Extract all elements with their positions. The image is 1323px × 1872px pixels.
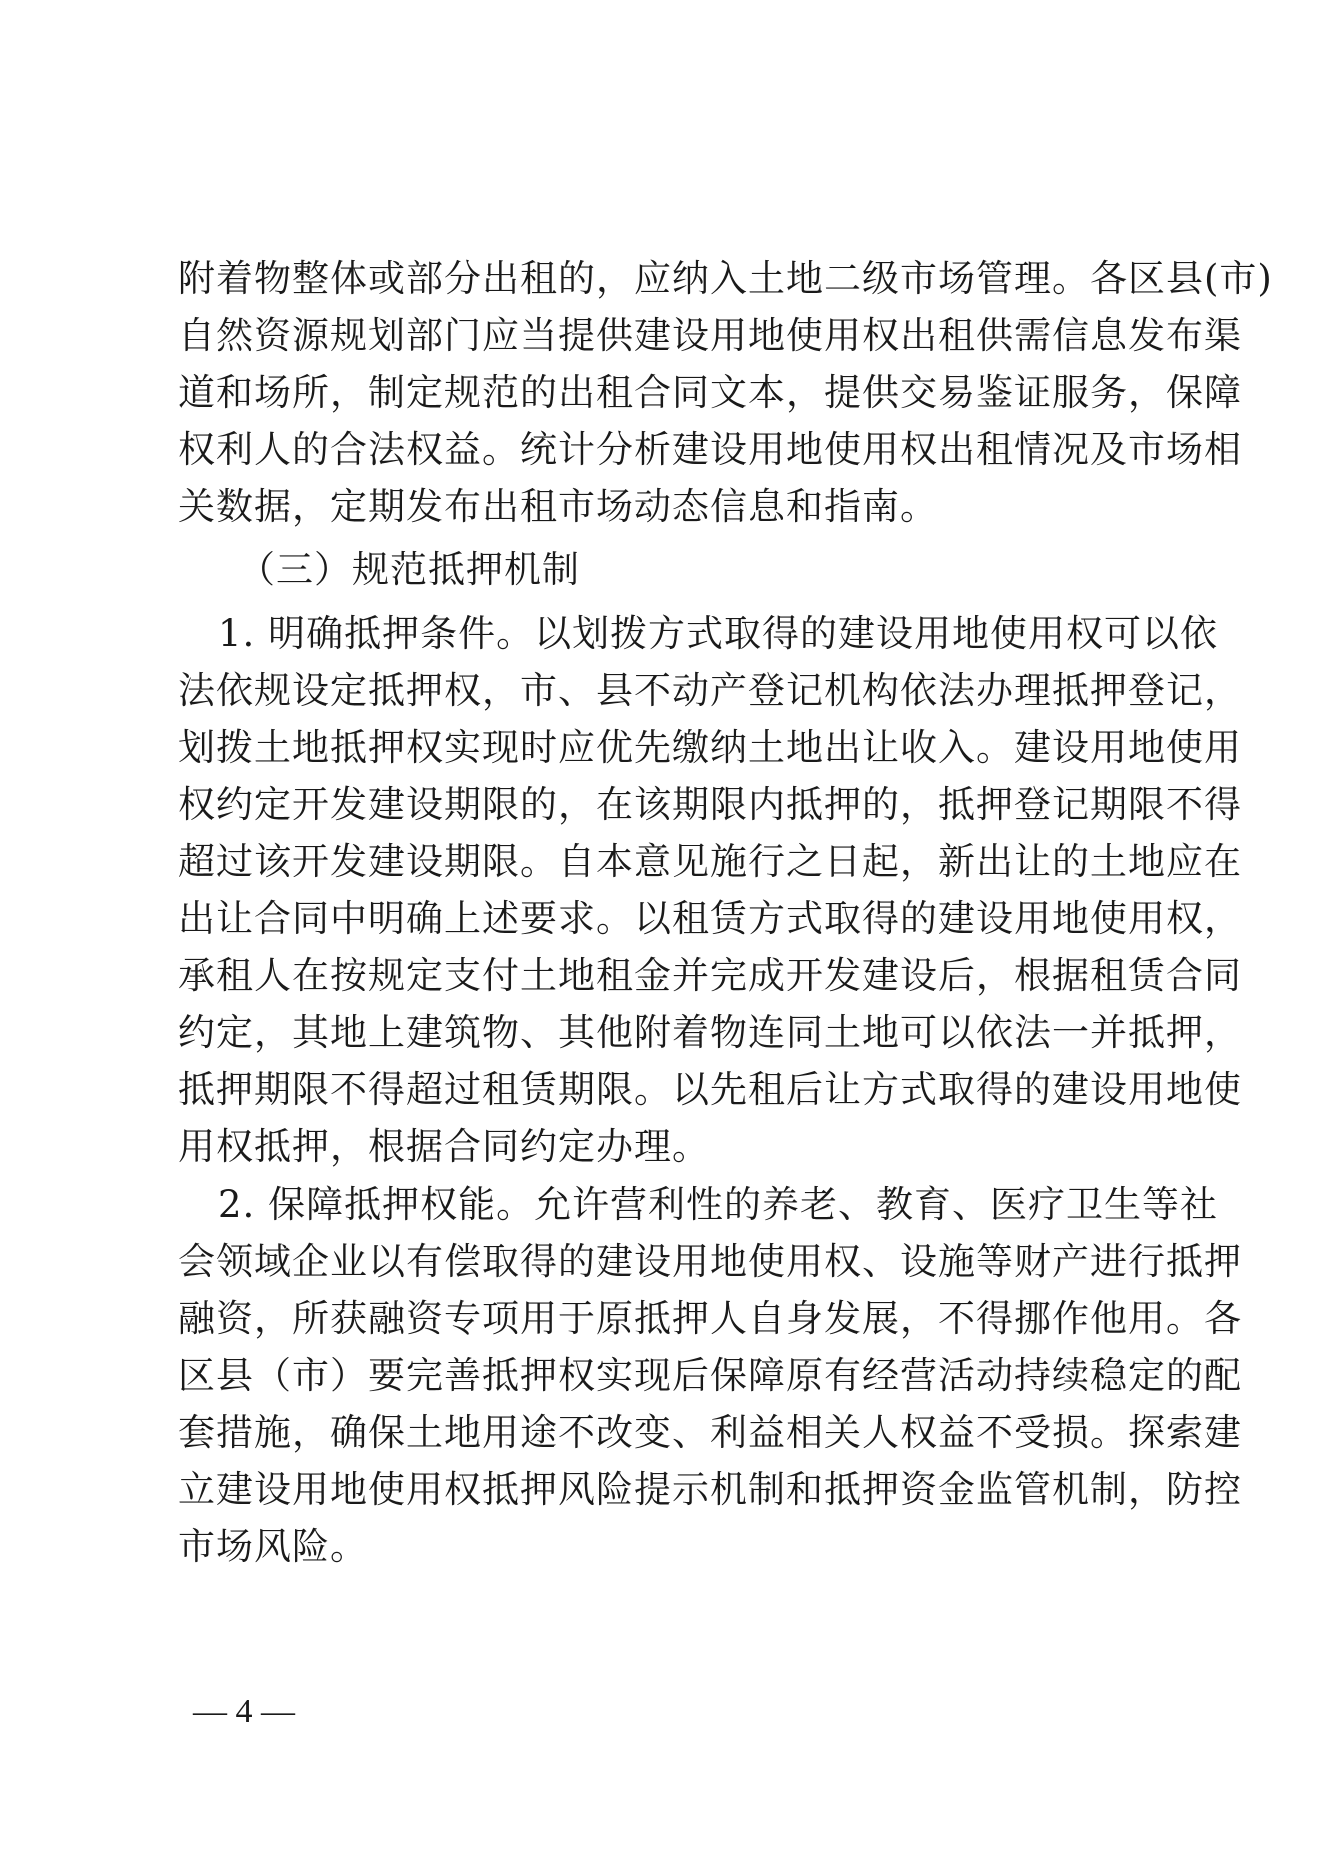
paragraph-line: 划拨土地抵押权实现时应优先缴纳土地出让收入。建设用地使用 [178, 725, 1242, 769]
paragraph-line: 区县（市）要完善抵押权实现后保障原有经营活动持续稳定的配 [178, 1353, 1242, 1397]
item-2-paragraph [178, 1176, 1242, 1576]
paragraph-line: 会领域企业以有偿取得的建设用地使用权、设施等财产进行抵押 [178, 1239, 1242, 1283]
paragraph-line: 附着物整体或部分出租的，应纳入土地二级市场管理。各区县(市) [178, 257, 1273, 300]
paragraph-line: 权利人的合法权益。统计分析建设用地使用权出租情况及市场相 [178, 428, 1242, 472]
paragraph-continued [178, 250, 1273, 535]
paragraph-line: 市场风险。 [178, 1525, 368, 1569]
paragraph-line: 约定，其地上建筑物、其他附着物连同土地可以依法一并抵押， [178, 1011, 1242, 1055]
paragraph-line: 抵押期限不得超过租赁期限。以先租后让方式取得的建设用地使 [178, 1068, 1242, 1112]
paragraph-line: 1. 明确抵押条件。以划拨方式取得的建设用地使用权可以依 [218, 611, 1219, 655]
paragraph-line: 承租人在按规定支付土地租金并完成开发建设后，根据租赁合同 [178, 954, 1242, 998]
section-heading: （三）规范抵押机制 [238, 548, 580, 592]
page-number: — 4 — [193, 1693, 295, 1730]
paragraph-line: 2. 保障抵押权能。允许营利性的养老、教育、医疗卫生等社 [218, 1182, 1219, 1226]
text-column [178, 250, 1273, 1575]
paragraph-line: 自然资源规划部门应当提供建设用地使用权出租供需信息发布渠 [178, 314, 1242, 358]
paragraph-line: 出让合同中明确上述要求。以租赁方式取得的建设用地使用权， [178, 897, 1242, 941]
paragraph-line: 道和场所，制定规范的出租合同文本，提供交易鉴证服务，保障 [178, 371, 1242, 415]
paragraph-line: 用权抵押，根据合同约定办理。 [178, 1125, 710, 1169]
paragraph-line: 法依规设定抵押权，市、县不动产登记机构依法办理抵押登记， [178, 668, 1242, 712]
paragraph-line: 套措施，确保土地用途不改变、利益相关人权益不受损。探索建 [178, 1410, 1242, 1454]
paragraph-line: 立建设用地使用权抵押风险提示机制和抵押资金监管机制，防控 [178, 1467, 1242, 1511]
paragraph-line: 超过该开发建设期限。自本意见施行之日起，新出让的土地应在 [178, 839, 1242, 883]
paragraph-line: 融资，所获融资专项用于原抵押人自身发展，不得挪作他用。各 [178, 1296, 1242, 1340]
paragraph-line: 关数据，定期发布出租市场动态信息和指南。 [178, 485, 938, 529]
item-1-paragraph [178, 605, 1242, 1176]
paragraph-line: 权约定开发建设期限的，在该期限内抵押的，抵押登记期限不得 [178, 782, 1242, 826]
